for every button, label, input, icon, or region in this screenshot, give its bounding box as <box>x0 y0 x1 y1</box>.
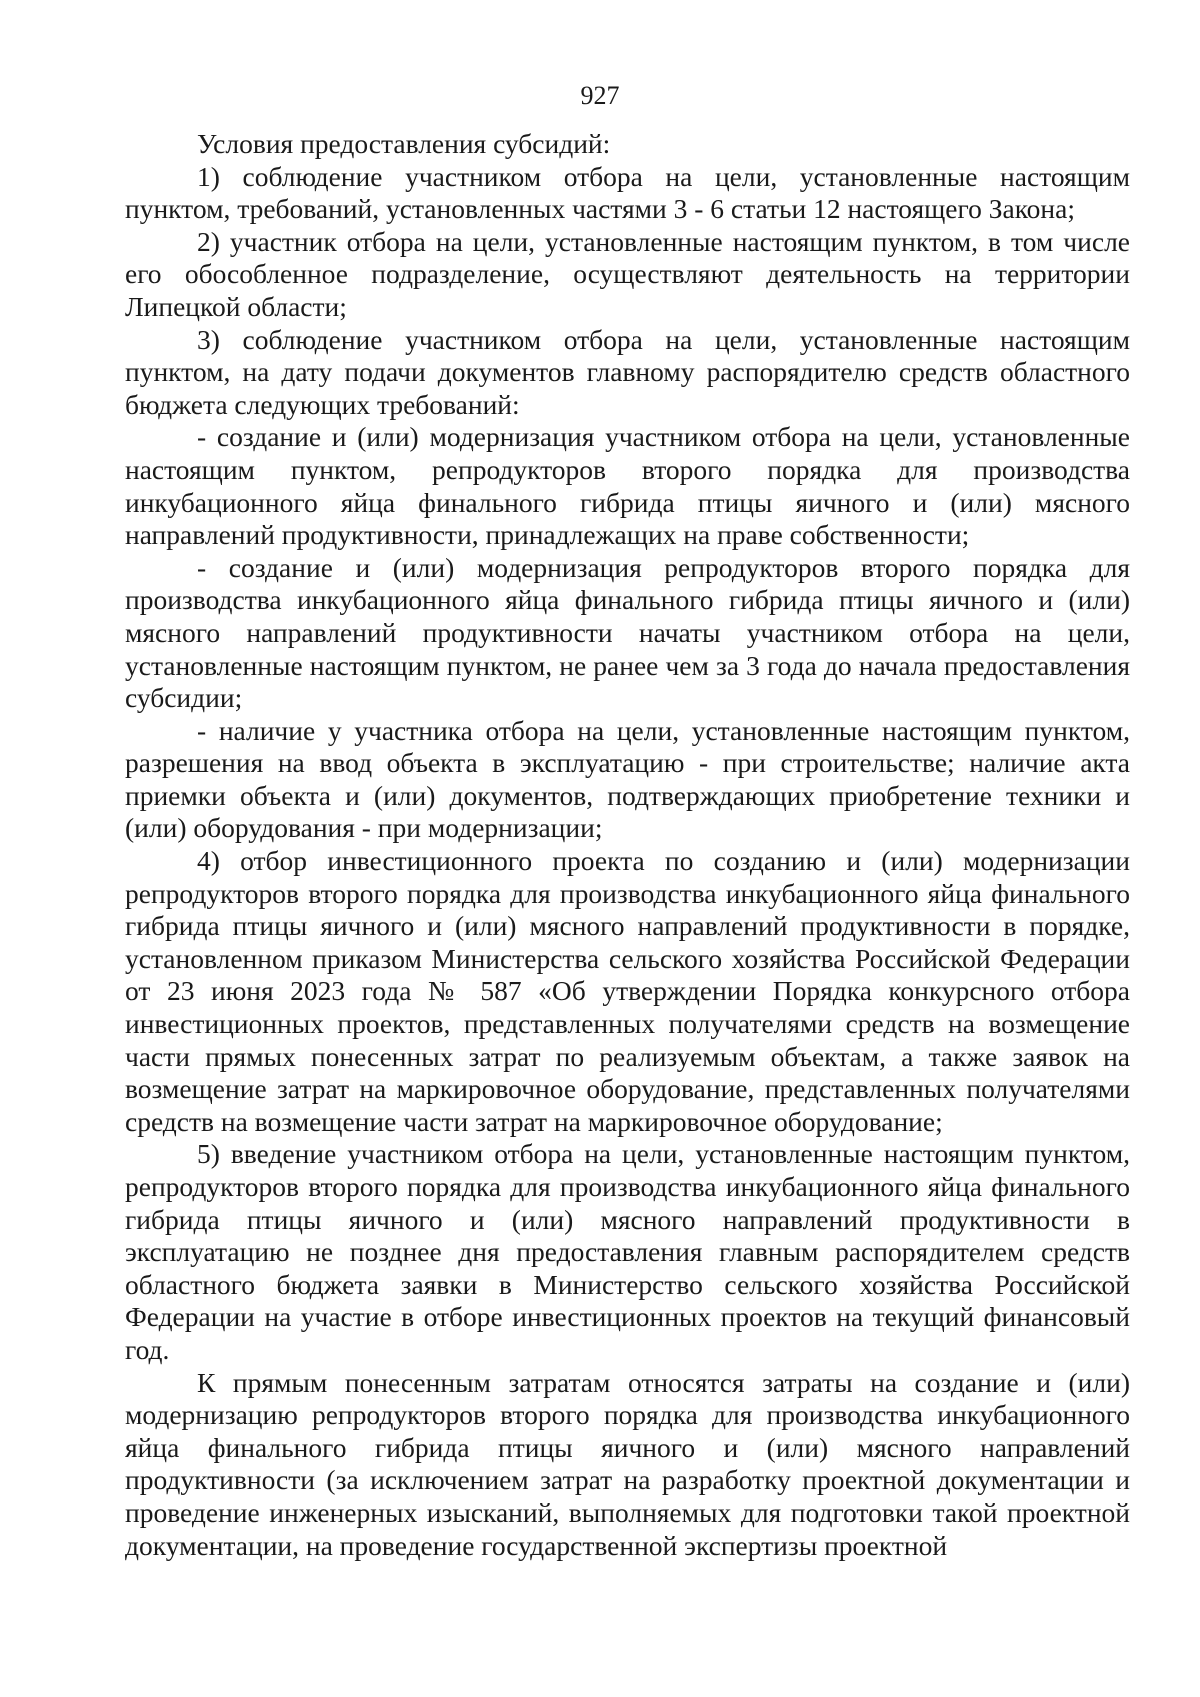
paragraph-conditions-heading: Условия предоставления субсидий: <box>197 128 611 159</box>
paragraph-condition-1: 1) соблюдение участником отбора на цели, установленные настоящим пунктом, требований, установленных частями 3 - 6 статьи 12 настоящего Закона; <box>125 160 1130 225</box>
paragraph-direct-costs: К прямым понесенным затратам относятся затраты на создание и (или) модернизацию репродукторов второго порядка для производства инкубационного яйца финального гибрида птицы яичного и (или) мясного направлений продуктивности (за исключением затрат на разработку проектной документации и проведение инженерных изысканий, выполняемых для подготовки такой проектной документации, на проведение государственной экспертизы проектной <box>125 1366 1130 1561</box>
paragraph-condition-4: 4) отбор инвестиционного проекта по созданию и (или) модернизации репродукторов второго порядка для производства инкубационного яйца финального гибрида птицы яичного и (или) мясного направлений продуктивности в порядке, установленном приказом Министерства сельского хозяйства Российской Федерации от 23 июня 2023 года № 587 «Об утверждении Порядка конкурсного отбора инвестиционных проектов, представленных получателями средств на возмещение части прямых понесенных затрат по реализуемым объектам, а также заявок на возмещение затрат на маркировочное оборудование, представленных получателями средств на возмещение части затрат на маркировочное оборудование; <box>125 845 1130 1137</box>
page-number: 927 <box>580 81 620 110</box>
paragraph-requirement-1: - создание и (или) модернизация участником отбора на цели, установленные настоящим пунктом, репродукторов второго порядка для производства инкубационного яйца финального гибрида птицы яичного и (или) мясного направлений продуктивности, принадлежащих на праве собственности; <box>125 421 1130 551</box>
paragraph-requirement-2: - создание и (или) модернизация репродукторов второго порядка для производства инкубационного яйца финального гибрида птицы яичного и (или) мясного направлений продуктивности начаты участником отбора на цели, установленные настоящим пунктом, не ранее чем за 3 года до начала предоставления субсидии; <box>125 551 1130 714</box>
paragraph-condition-2: 2) участник отбора на цели, установленные настоящим пунктом, в том числе его обособленное подразделение, осуществляют деятельность на территории Липецкой области; <box>125 225 1130 322</box>
paragraph-condition-5: 5) введение участником отбора на цели, установленные настоящим пунктом, репродукторов второго порядка для производства инкубационного яйца финального гибрида птицы яичного и (или) мясного направлений продуктивности в эксплуатацию не позднее дня предоставления главным распорядителем средств областного бюджета заявки в Министерство сельского хозяйства Российской Федерации на участие в отборе инвестиционных проектов на текущий финансовый год. <box>125 1138 1130 1365</box>
document-body <box>125 128 1130 1562</box>
paragraph-condition-3: 3) соблюдение участником отбора на цели, установленные настоящим пунктом, на дату подачи документов главному распорядителю средств областного бюджета следующих требований: <box>125 323 1130 420</box>
paragraph-requirement-3: - наличие у участника отбора на цели, установленные настоящим пунктом, разрешения на ввод объекта в эксплуатацию - при строительстве; наличие акта приемки объекта и (или) документов, подтверждающих приобретение техники и (или) оборудования - при модернизации; <box>125 714 1130 844</box>
